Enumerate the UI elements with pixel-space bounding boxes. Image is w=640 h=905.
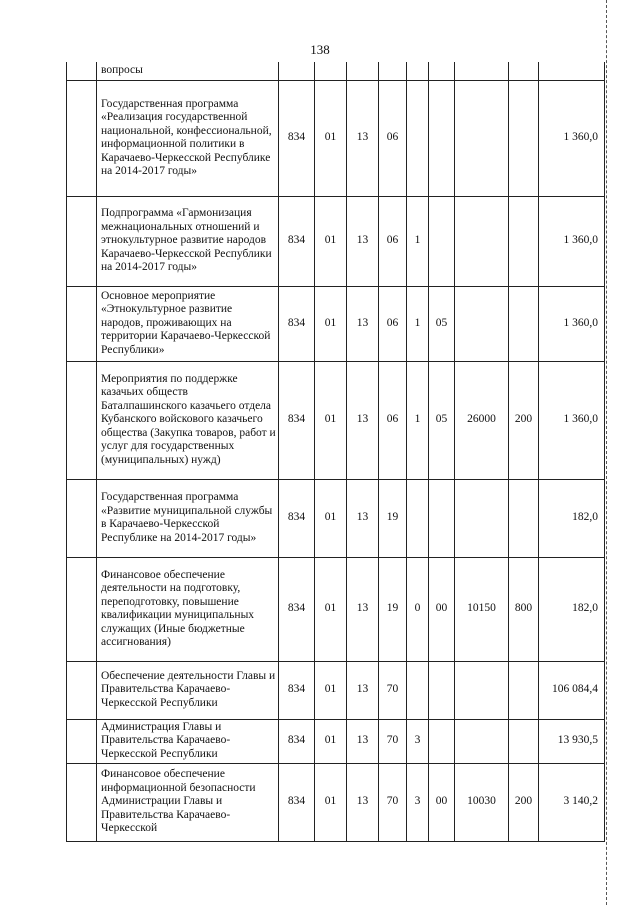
row-expense-type-code: 200	[509, 763, 539, 841]
table-row	[67, 361, 605, 479]
budget-table-body	[67, 62, 605, 841]
row-expense-type-code	[509, 62, 539, 80]
row-subsection-code: 13	[347, 557, 379, 661]
row-ved-code: 834	[279, 196, 315, 286]
row-program-code: 06	[379, 196, 407, 286]
row-expense-type-code	[509, 719, 539, 763]
row-number-cell	[67, 661, 97, 719]
row-number-cell	[67, 286, 97, 361]
row-number-cell	[67, 80, 97, 196]
row-subsection-code: 13	[347, 361, 379, 479]
row-expense-type-code	[509, 661, 539, 719]
table-row	[67, 479, 605, 557]
row-amount	[539, 62, 605, 80]
row-direction-code: 10030	[455, 763, 509, 841]
row-direction-code	[455, 196, 509, 286]
row-number-cell	[67, 196, 97, 286]
row-ved-code: 834	[279, 286, 315, 361]
row-description: Финансовое обеспечение деятельности на подготовку, переподготовку, повышение квалификации муниципальных служащих (Иные бюджетные ассигнования)	[97, 557, 279, 661]
row-activity-code: 00	[429, 763, 455, 841]
row-activity-code	[429, 719, 455, 763]
row-subprogram-code	[407, 479, 429, 557]
budget-table	[66, 62, 605, 842]
row-subsection-code: 13	[347, 286, 379, 361]
row-subprogram-code	[407, 62, 429, 80]
row-number-cell	[67, 479, 97, 557]
row-subsection-code: 13	[347, 479, 379, 557]
row-description: Финансовое обеспечение информационной безопасности Администрации Главы и Правительства Карачаево-Черкесской	[97, 763, 279, 841]
row-subprogram-code	[407, 80, 429, 196]
row-description: Основное мероприятие «Этнокультурное развитие народов, проживающих на территории Карачаево-Черкесской Республики»	[97, 286, 279, 361]
row-amount: 106 084,4	[539, 661, 605, 719]
row-section-code: 01	[315, 479, 347, 557]
row-ved-code: 834	[279, 479, 315, 557]
row-activity-code	[429, 80, 455, 196]
table-row	[67, 661, 605, 719]
row-description: Обеспечение деятельности Главы и Правительства Карачаево-Черкесской Республики	[97, 661, 279, 719]
row-subsection-code: 13	[347, 80, 379, 196]
row-activity-code: 00	[429, 557, 455, 661]
row-expense-type-code: 800	[509, 557, 539, 661]
row-section-code: 01	[315, 763, 347, 841]
row-amount: 182,0	[539, 557, 605, 661]
row-program-code: 19	[379, 557, 407, 661]
row-activity-code	[429, 479, 455, 557]
table-row	[67, 286, 605, 361]
table-row	[67, 196, 605, 286]
row-ved-code: 834	[279, 557, 315, 661]
row-subprogram-code: 3	[407, 763, 429, 841]
page-number: 138	[310, 42, 330, 57]
row-expense-type-code	[509, 80, 539, 196]
row-number-cell	[67, 361, 97, 479]
row-description: вопросы	[97, 62, 279, 80]
row-direction-code	[455, 719, 509, 763]
row-amount: 182,0	[539, 479, 605, 557]
row-amount: 13 930,5	[539, 719, 605, 763]
row-ved-code	[279, 62, 315, 80]
row-description: Администрация Главы и Правительства Карачаево-Черкесской Республики	[97, 719, 279, 763]
row-section-code: 01	[315, 557, 347, 661]
row-expense-type-code	[509, 286, 539, 361]
row-amount: 1 360,0	[539, 361, 605, 479]
row-section-code	[315, 62, 347, 80]
row-number-cell	[67, 763, 97, 841]
row-expense-type-code: 200	[509, 361, 539, 479]
row-amount: 1 360,0	[539, 286, 605, 361]
row-amount: 3 140,2	[539, 763, 605, 841]
row-activity-code	[429, 196, 455, 286]
row-program-code: 19	[379, 479, 407, 557]
row-description: Государственная программа «Развитие муниципальной службы в Карачаево-Черкесской Республике на 2014-2017 годы»	[97, 479, 279, 557]
row-activity-code	[429, 62, 455, 80]
row-ved-code: 834	[279, 661, 315, 719]
row-amount: 1 360,0	[539, 196, 605, 286]
row-direction-code: 26000	[455, 361, 509, 479]
row-number-cell	[67, 557, 97, 661]
row-section-code: 01	[315, 661, 347, 719]
row-description: Подпрограмма «Гармонизация межнациональных отношений и этнокультурное развитие народов Карачаево-Черкесской Республики на 2014-2017 годы»	[97, 196, 279, 286]
row-expense-type-code	[509, 479, 539, 557]
row-direction-code	[455, 479, 509, 557]
row-section-code: 01	[315, 196, 347, 286]
row-section-code: 01	[315, 719, 347, 763]
table-row	[67, 62, 605, 80]
row-ved-code: 834	[279, 361, 315, 479]
row-subprogram-code: 1	[407, 361, 429, 479]
row-ved-code: 834	[279, 80, 315, 196]
row-program-code: 70	[379, 661, 407, 719]
row-subsection-code	[347, 62, 379, 80]
row-program-code: 06	[379, 286, 407, 361]
row-subsection-code: 13	[347, 719, 379, 763]
row-description: Мероприятия по поддержке казачьих обществ Баталпашинского казачьего отдела Кубанского войскового казачьего общества (Закупка товаров, работ и услуг для государственных (муниципальных) нужд)	[97, 361, 279, 479]
row-ved-code: 834	[279, 719, 315, 763]
row-direction-code	[455, 286, 509, 361]
row-subsection-code: 13	[347, 763, 379, 841]
table-row	[67, 80, 605, 196]
row-activity-code: 05	[429, 286, 455, 361]
row-number-cell	[67, 62, 97, 80]
row-section-code: 01	[315, 286, 347, 361]
row-direction-code	[455, 80, 509, 196]
row-program-code: 70	[379, 763, 407, 841]
table-row	[67, 763, 605, 841]
row-section-code: 01	[315, 361, 347, 479]
row-subprogram-code: 3	[407, 719, 429, 763]
row-activity-code	[429, 661, 455, 719]
row-program-code: 06	[379, 80, 407, 196]
row-ved-code: 834	[279, 763, 315, 841]
row-program-code: 70	[379, 719, 407, 763]
row-subsection-code: 13	[347, 196, 379, 286]
row-direction-code	[455, 62, 509, 80]
row-subprogram-code: 0	[407, 557, 429, 661]
row-direction-code: 10150	[455, 557, 509, 661]
row-expense-type-code	[509, 196, 539, 286]
row-section-code: 01	[315, 80, 347, 196]
row-direction-code	[455, 661, 509, 719]
table-row	[67, 719, 605, 763]
row-subprogram-code: 1	[407, 196, 429, 286]
row-amount: 1 360,0	[539, 80, 605, 196]
row-program-code: 06	[379, 361, 407, 479]
row-subprogram-code: 1	[407, 286, 429, 361]
row-subsection-code: 13	[347, 661, 379, 719]
row-activity-code: 05	[429, 361, 455, 479]
table-row	[67, 557, 605, 661]
row-subprogram-code	[407, 661, 429, 719]
row-number-cell	[67, 719, 97, 763]
scan-edge-line	[606, 0, 607, 905]
row-program-code	[379, 62, 407, 80]
row-description: Государственная программа «Реализация государственной национальной, конфессиональной, информационной политики в Карачаево-Черкесской Республике на 2014-2017 годы»	[97, 80, 279, 196]
